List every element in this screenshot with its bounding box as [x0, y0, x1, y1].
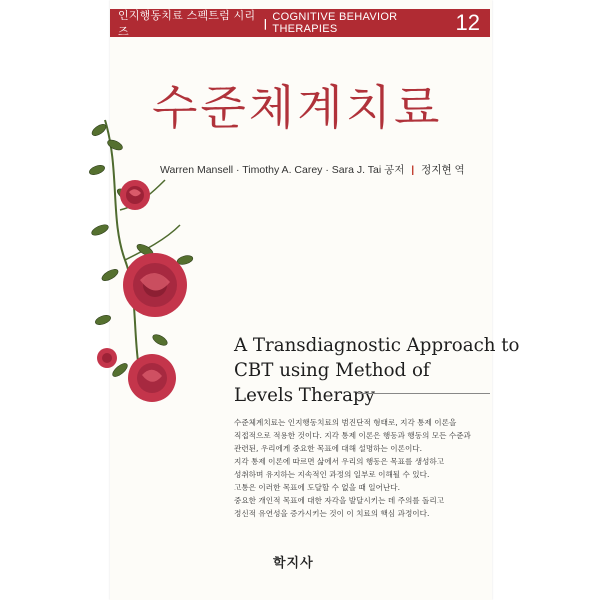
translator-role: 역 [454, 164, 465, 176]
description [234, 416, 484, 520]
divider-line [358, 393, 490, 394]
english-title-line: CBT using Method of [234, 360, 430, 381]
english-title-line: A Transdiagnostic Approach to [234, 335, 520, 356]
book-title: 수준체계치료 [152, 81, 443, 136]
description-line: 중요한 개인적 목표에 대한 자각을 발달시키는 데 주의를 돌리고 [234, 496, 445, 505]
description-line: 직접적으로 적용한 것이다. 지각 통제 이론은 행동과 행동의 모든 수준과 [234, 431, 471, 440]
rose-illustration [85, 110, 215, 410]
english-title [234, 333, 520, 408]
rose-bottom [128, 354, 176, 402]
description-line: 정신적 유연성을 증가시키는 것이 이 치료의 핵심 과정이다. [234, 509, 430, 518]
rose-top [120, 180, 150, 210]
author-role: 공저 [384, 164, 405, 176]
rose-middle [123, 253, 187, 317]
english-title-line: Levels Therapy [234, 385, 375, 406]
translator-name: 정지현 [421, 164, 452, 176]
series-name-english: COGNITIVE BEHAVIOR THERAPIES [272, 11, 398, 35]
rose-small [97, 348, 117, 368]
description-line: 지각 통제 이론에 따르면 삶에서 우리의 행동은 목표를 생성하고 [234, 457, 445, 466]
publisher-logo: 학지사 [273, 556, 314, 571]
series-separator: | [263, 16, 268, 30]
description-line: 고통은 이러한 목표에 도달할 수 없을 때 일어난다. [234, 483, 401, 492]
author-names: Warren Mansell · Timothy A. Carey · Sara J. Tai [160, 164, 382, 176]
series-number: 12 [455, 10, 480, 35]
series-banner [110, 9, 490, 37]
description-line: 성취하며 유지하는 지속적인 과정의 일부로 이해될 수 있다. [234, 470, 430, 479]
author-separator: | [411, 164, 415, 176]
series-name-korean: 인지행동치료 스펙트럼 시리즈 [118, 9, 256, 38]
description-line: 수준체계치료는 인지행동치료의 범진단적 형태로, 지각 통제 이론을 [234, 418, 457, 427]
description-line: 관련된, 우리에게 중요한 목표에 대해 설명하는 이론이다. [234, 444, 423, 453]
